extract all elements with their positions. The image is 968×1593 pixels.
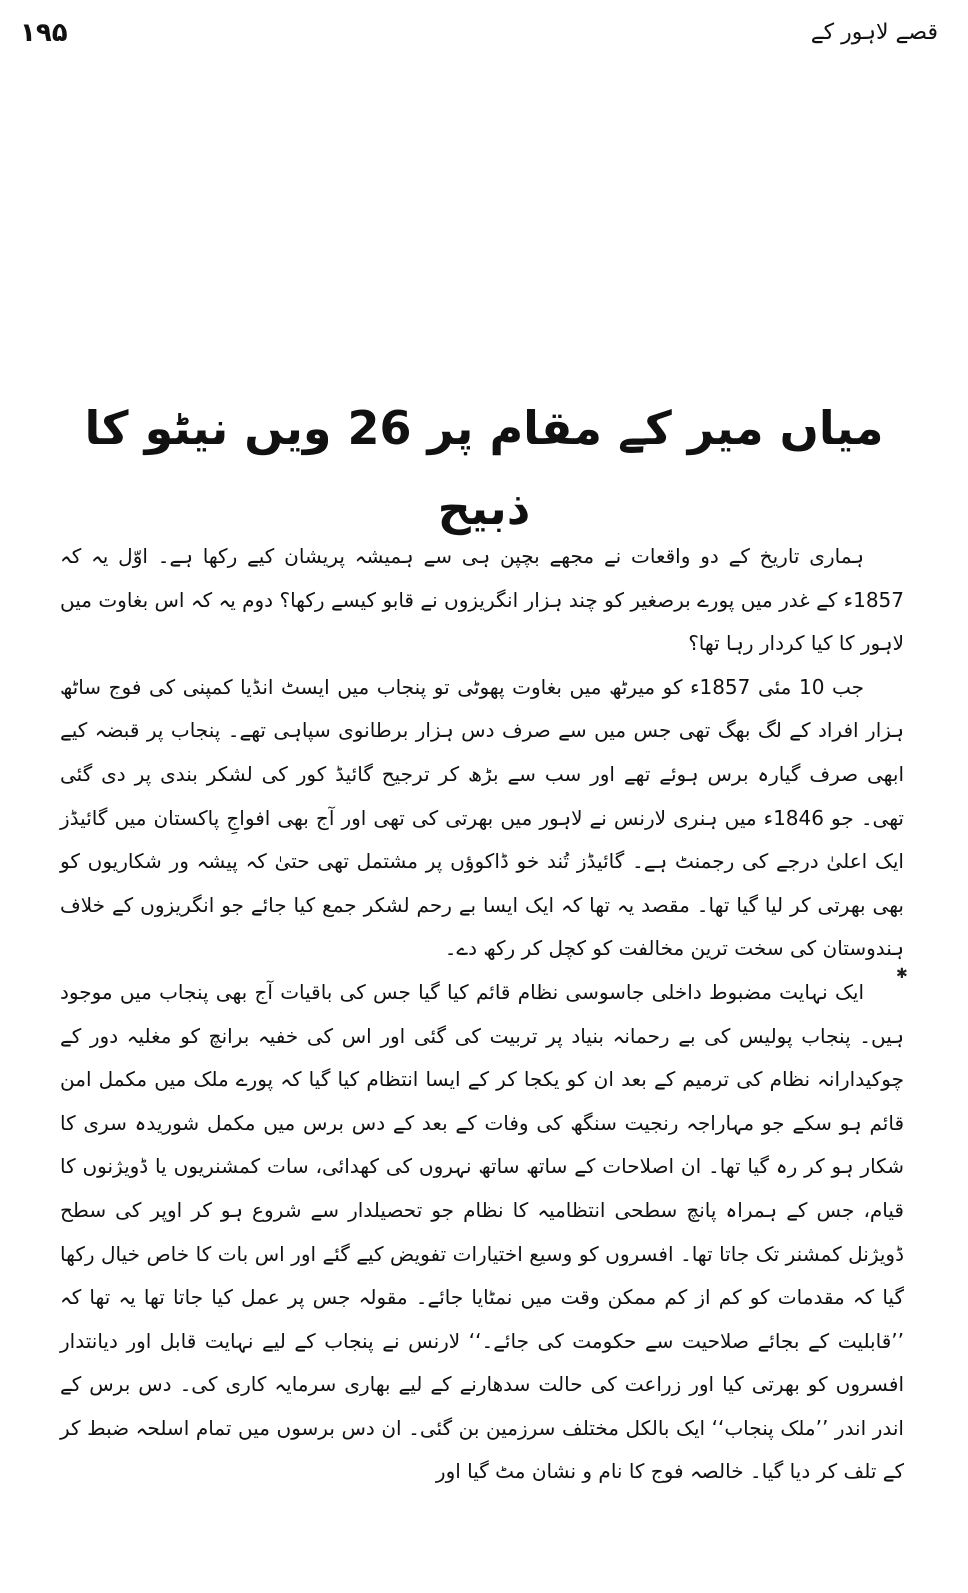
paragraph-1: ہماری تاریخ کے دو واقعات نے مجھے بچپن ہی سے ہمیشہ پریشان کیے رکھا ہے۔ اوّل یہ کہ 1857ء کے غدر میں پورے برصغیر کو چند ہزار انگریزوں نے قابو کیسے رکھا؟ دوم یہ کہ اس بغاوت میں لاہور کا کیا کردار رہا تھا؟ xyxy=(60,544,904,656)
paragraph-2: جب 10 مئی 1857ء کو میرٹھ میں بغاوت پھوٹی تو پنجاب میں ایسٹ انڈیا کمپنی کی فوج ساٹھ ہزار افراد کے لگ بھگ تھی جس میں سے صرف دس ہزار برطانوی سپاہی تھے۔ پنجاب پر قبضہ کیے ابھی صرف گیارہ برس ہوئے تھے اور سب سے بڑھ کر ترجیح گائیڈ کور کی لشکر بندی پر دی گئی تھی۔ جو 1846ء میں ہنری لارنس نے لاہور میں بھرتی کی تھی اور آج بھی افواجِ پاکستان میں گائیڈز ایک اعلیٰ درجے کی رجمنٹ ہے۔ گائیڈز تُند خو ڈاکوؤں پر مشتمل تھی حتیٰ کہ پیشہ ور شکاریوں کو بھی بھرتی کر لیا گیا تھا۔ مقصد یہ تھا کہ ایک ایسا بے رحم لشکر جمع کیا جائے جو انگریزوں کے خلاف ہندوستان کی سخت ترین مخالفت کو کچل کر رکھ دے۔ xyxy=(60,674,904,961)
margin-mark: ✱ xyxy=(896,966,908,982)
paragraph-3: ایک نہایت مضبوط داخلی جاسوسی نظام قائم کیا گیا جس کی باقیات آج بھی پنجاب میں موجود ہیں۔ پنجاب پولیس کی بے رحمانہ بنیاد پر تربیت کی گئی اور اس کی خفیہ برانچ کو مغلیہ دور کے چوکیدارانہ نظام کی ترمیم کے بعد ان کو یکجا کر کے ایسا انتظام کیا گیا کہ پورے ملک میں مکمل امن قائم ہو سکے جو مہاراجہ رنجیت سنگھ کی وفات کے بعد کے دس برس میں مکمل شوریدہ سری کا شکار ہو کر رہ گیا تھا۔ ان اصلاحات کے ساتھ ساتھ نہروں کی کھدائی، سات کمشنریوں یا ڈویژنوں کا قیام، جس کے ہمراہ پانچ سطحی انتظامیہ کا نظام جو تحصیلدار سے شروع ہو کر اوپر کی سطح ڈویژنل کمشنر تک جاتا تھا۔ افسروں کو وسیع اختیارات تفویض کیے گئے اور اس بات کا خاص خیال رکھا گیا کہ مقدمات کو کم از کم ممکن وقت میں نمٹایا جائے۔ مقولہ جس پر عمل کیا جاتا تھا یہ تھا کہ ’’قابلیت کے بجائے صلاحیت سے حکومت کی جائے۔‘‘ لارنس نے پنجاب کے لیے نہایت قابل اور دیانتدار افسروں کو بھرتی کیا اور زراعت کی حالت سدھارنے کے لیے بھاری سرمایہ کاری کی۔ دس برس کے اندر اندر ’’ملک پنجاب‘‘ ایک بالکل مختلف سرزمین بن گئی۔ ان دس برسوں میں تمام اسلحہ ضبط کر کے تلف کر دیا گیا۔ خالصہ فوج کا نام و نشان مٹ گیا اور xyxy=(60,979,904,1484)
page-number: ۱۹۵ xyxy=(20,18,68,48)
running-title: قصے لاہور کے xyxy=(810,20,938,45)
page-header xyxy=(20,18,938,62)
chapter-title: میاں میر کے مقام پر 26 ویں نیٹو کا ذبیح xyxy=(84,401,884,535)
body-text xyxy=(60,535,904,1494)
